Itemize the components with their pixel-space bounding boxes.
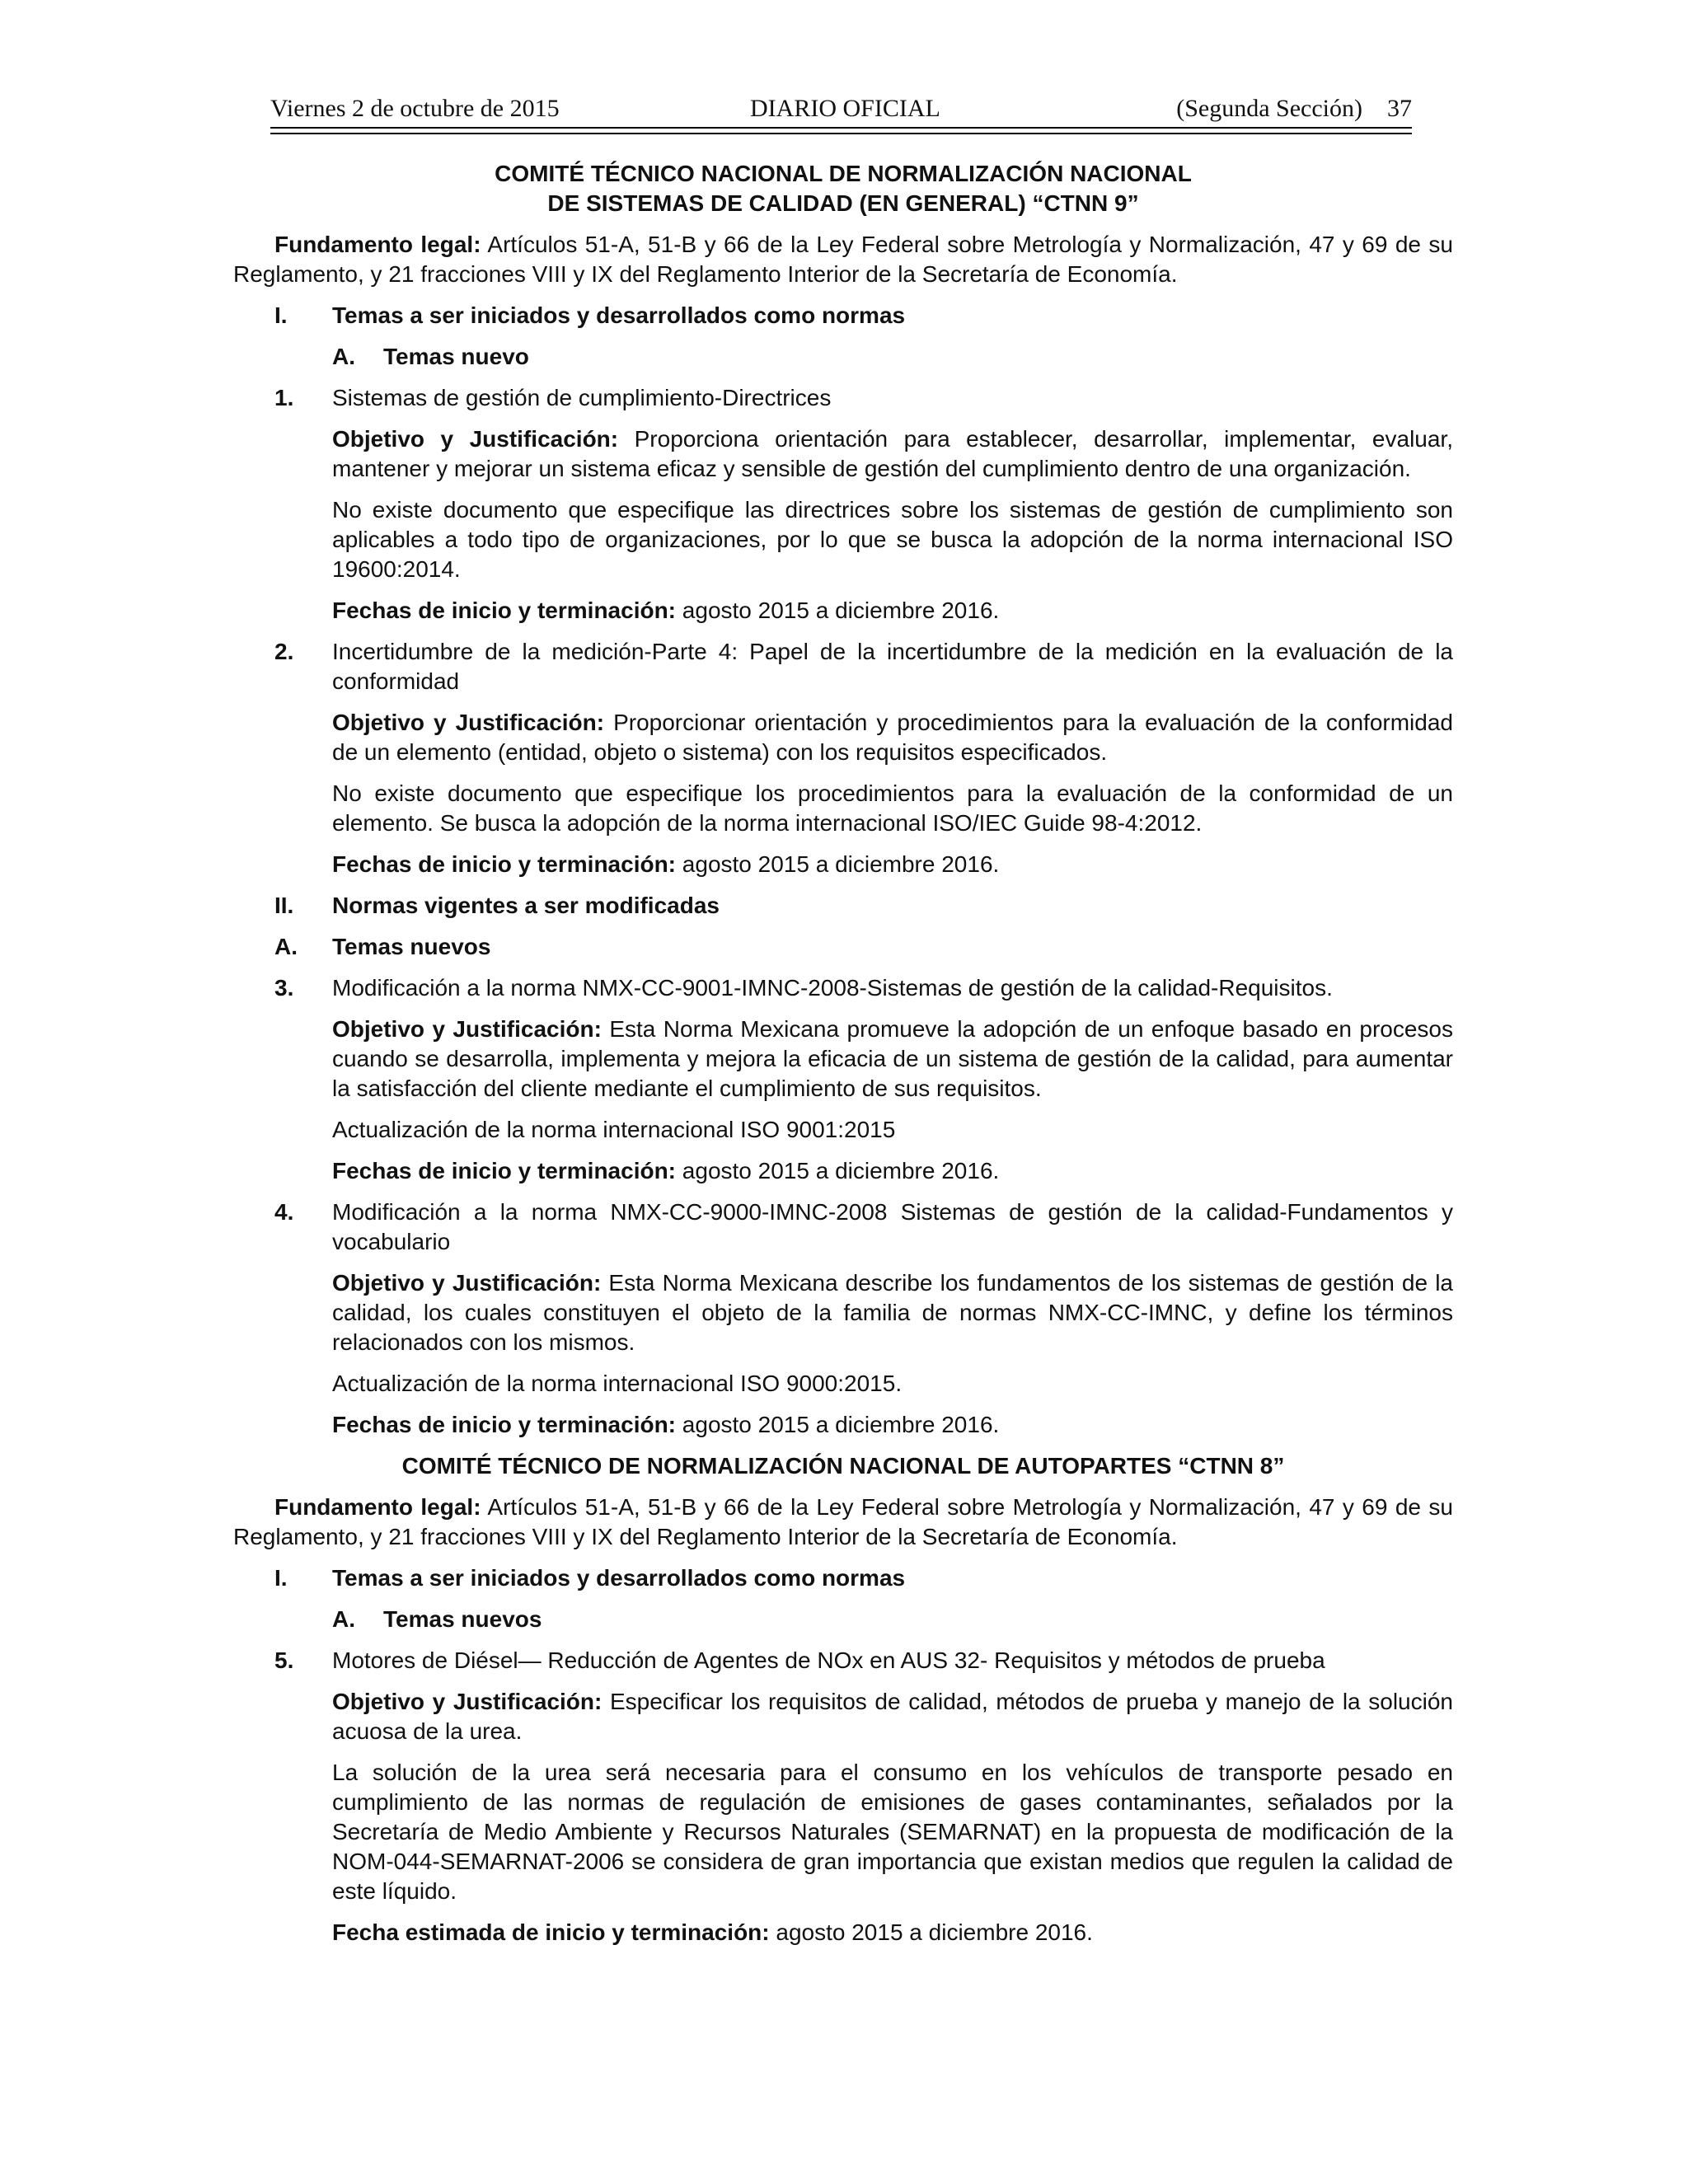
ctnn9-section-1 xyxy=(233,301,1453,330)
item-3-dates xyxy=(332,1156,1453,1186)
dates-text: agosto 2015 a diciembre 2016. xyxy=(676,598,1000,623)
page-header xyxy=(270,95,1412,123)
item-2 xyxy=(233,637,1453,696)
ctnn9-legal-basis xyxy=(233,230,1453,289)
item-4-objective xyxy=(332,1268,1453,1357)
header-section: (Segunda Sección) xyxy=(1176,95,1362,122)
subsection-title: Temas nuevos xyxy=(332,934,491,959)
subsection-letter: A. xyxy=(332,1606,355,1632)
item-number: 3. xyxy=(274,975,294,1001)
item-title: Incertidumbre de la medición-Parte 4: Papel de la incertidumbre de la medición en la evaluación de la conformidad xyxy=(332,639,1453,694)
ctnn8-section-1 xyxy=(233,1563,1453,1593)
item-1-justification: No existe documento que especifique las directrices sobre los sistemas de gestión de cumplimiento son aplicables a todo tipo de organizaciones, por lo que se busca la adopción de la norma internacional ISO 19600:2014. xyxy=(332,497,1453,582)
objective-text: Proporcionar orientación y procedimientos para la evaluación de la conformidad de un elemento (entidad, objeto o sistema) con los requisitos especificados. xyxy=(332,710,1453,765)
item-3-update: Actualización de la norma internacional ISO 9001:2015 xyxy=(332,1117,896,1142)
header-date: Viernes 2 de octubre de 2015 xyxy=(270,95,560,122)
objective-label: Objetivo y Justificación: xyxy=(332,426,619,452)
item-1-objective xyxy=(332,424,1453,484)
section-title: Temas a ser iniciados y desarrollados como normas xyxy=(332,1565,906,1591)
ctnn9-section-2-subsection-a xyxy=(233,932,1453,962)
ctnn9-title-line2: DE SISTEMAS DE CALIDAD (EN GENERAL) “CTNN 9” xyxy=(547,190,1139,216)
item-title: Motores de Diésel— Reducción de Agentes de NOx en AUS 32- Requisitos y métodos de prueba xyxy=(332,1647,1325,1673)
objective-label: Objetivo y Justificación: xyxy=(332,1689,603,1714)
ctnn9-subsection-a xyxy=(233,342,1453,372)
dates-text: agosto 2015 a diciembre 2016. xyxy=(769,1919,1093,1945)
ctnn8-subsection-a xyxy=(233,1605,1453,1634)
item-number: 5. xyxy=(274,1647,294,1673)
dates-text: agosto 2015 a diciembre 2016. xyxy=(676,851,1000,877)
objective-text: Esta Norma Mexicana describe los fundamentos de los sistemas de gestión de la calidad, los cuales constituyen el objeto de la familia de normas NMX-CC-IMNC, y define los términos relacionados con los mismos. xyxy=(332,1270,1453,1355)
legal-basis-text: Artículos 51-A, 51-B y 66 de la Ley Federal sobre Metrología y Normalización, 47 y 69 de su Reglamento, y 21 fracciones VIII y IX del Reglamento Interior de la Secretaría de Economía. xyxy=(233,1494,1453,1549)
section-number: I. xyxy=(274,302,288,328)
document-body xyxy=(233,159,1453,1959)
header-section-page xyxy=(1176,95,1412,123)
subsection-title: Temas nuevos xyxy=(383,1606,542,1632)
ctnn9-heading xyxy=(233,159,1453,218)
legal-basis-text: Artículos 51-A, 51-B y 66 de la Ley Federal sobre Metrología y Normalización, 47 y 69 de su Reglamento, y 21 fracciones VIII y IX del Reglamento Interior de la Secretaría de Economía. xyxy=(233,232,1453,287)
section-title: Normas vigentes a ser modificadas xyxy=(332,893,720,918)
item-1-dates xyxy=(332,596,1453,626)
header-page-number: 37 xyxy=(1387,95,1412,122)
dates-label: Fechas de inicio y terminación: xyxy=(332,1158,677,1183)
dates-label: Fechas de inicio y terminación: xyxy=(332,1412,677,1437)
item-2-dates xyxy=(332,850,1453,879)
objective-label: Objetivo y Justificación: xyxy=(332,1016,602,1042)
ctnn9-section-2 xyxy=(233,891,1453,921)
dates-text: agosto 2015 a diciembre 2016. xyxy=(676,1412,1000,1437)
dates-label: Fechas de inicio y terminación: xyxy=(332,598,677,623)
item-4-dates xyxy=(332,1410,1453,1440)
objective-label: Objetivo y Justificación: xyxy=(332,1270,602,1296)
item-title: Modificación a la norma NMX-CC-9001-IMNC-2008-Sistemas de gestión de la calidad-Requisitos. xyxy=(332,975,1333,1001)
objective-text: Esta Norma Mexicana promueve la adopción de un enfoque basado en procesos cuando se desarrolla, implementa y mejora la eficacia de un sistema de gestión de la calidad, para aumentar la satisfacción del cliente mediante el cumplimiento de sus requisitos. xyxy=(332,1016,1453,1101)
item-5-objective xyxy=(332,1687,1453,1746)
item-title: Sistemas de gestión de cumplimiento-Directrices xyxy=(332,385,832,410)
objective-text: Proporciona orientación para establecer, desarrollar, implementar, evaluar, mantener y mejorar un sistema eficaz y sensible de gestión del cumplimiento dentro de una organización. xyxy=(332,426,1453,481)
item-3-objective xyxy=(332,1015,1453,1104)
item-title: Modificación a la norma NMX-CC-9000-IMNC-2008 Sistemas de gestión de la calidad-Fundamentos y vocabulario xyxy=(332,1199,1453,1254)
item-3 xyxy=(233,973,1453,1003)
header-rule-top xyxy=(270,127,1412,129)
legal-basis-label: Fundamento legal: xyxy=(274,232,481,257)
dates-text: agosto 2015 a diciembre 2016. xyxy=(676,1158,1000,1183)
legal-basis-label: Fundamento legal: xyxy=(274,1494,481,1520)
objective-text: Especificar los requisitos de calidad, métodos de prueba y manejo de la solución acuosa de la urea. xyxy=(332,1689,1453,1744)
item-4 xyxy=(233,1197,1453,1257)
ctnn8-legal-basis xyxy=(233,1493,1453,1552)
item-number: 4. xyxy=(274,1199,294,1225)
header-paper: DIARIO OFICIAL xyxy=(750,95,940,122)
ctnn9-title-line1: COMITÉ TÉCNICO NACIONAL DE NORMALIZACIÓN NACIONAL xyxy=(495,161,1192,186)
dates-label: Fechas de inicio y terminación: xyxy=(332,851,677,877)
item-2-objective xyxy=(332,708,1453,767)
section-title: Temas a ser iniciados y desarrollados como normas xyxy=(332,302,906,328)
section-number: I. xyxy=(274,1565,288,1591)
subsection-letter: A. xyxy=(332,344,355,369)
header-rule-bottom xyxy=(270,133,1412,134)
item-5-justification: La solución de la urea será necesaria para el consumo en los vehículos de transporte pesado en cumplimiento de las normas de regulación de emisiones de gases contaminantes, señalados por la Secretaría de Medio Ambiente y Recursos Naturales (SEMARNAT) en la propuesta de modificación de la NOM-044-SEMARNAT-2006 se considera de gran importancia que existan medios que regulen la calidad de este líquido. xyxy=(332,1760,1453,1904)
item-2-justification: No existe documento que especifique los procedimientos para la evaluación de la conformidad de un elemento. Se busca la adopción de la norma internacional ISO/IEC Guide 98-4:2012. xyxy=(332,780,1453,836)
dates-label: Fecha estimada de inicio y terminación: xyxy=(332,1919,770,1945)
section-number: II. xyxy=(274,893,294,918)
item-number: 2. xyxy=(274,639,294,664)
subsection-letter: A. xyxy=(274,934,298,959)
ctnn8-heading: COMITÉ TÉCNICO DE NORMALIZACIÓN NACIONAL DE AUTOPARTES “CTNN 8” xyxy=(401,1453,1285,1479)
subsection-title: Temas nuevo xyxy=(383,344,529,369)
objective-label: Objetivo y Justificación: xyxy=(332,710,605,735)
item-number: 1. xyxy=(274,385,294,410)
item-1 xyxy=(233,383,1453,413)
item-5 xyxy=(233,1646,1453,1675)
item-4-update: Actualización de la norma internacional ISO 9000:2015. xyxy=(332,1371,903,1396)
item-5-dates xyxy=(332,1918,1453,1947)
